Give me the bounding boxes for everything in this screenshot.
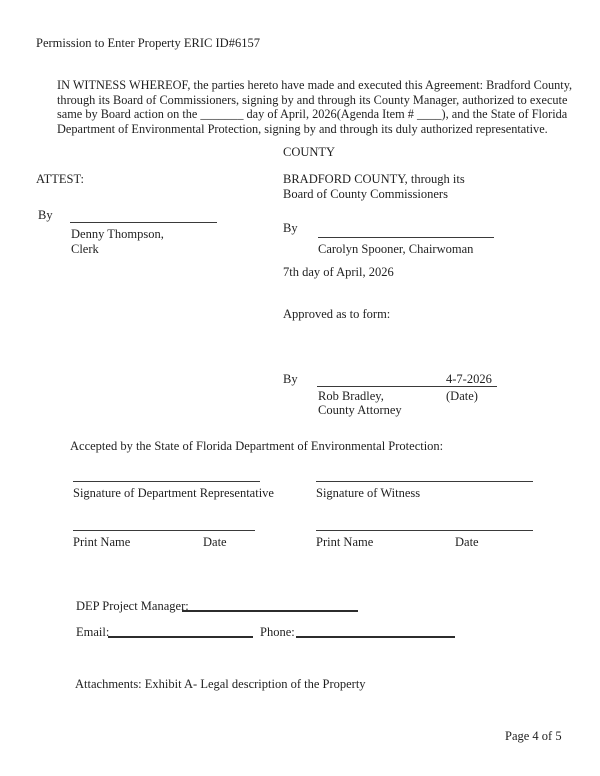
paragraph-line: IN WITNESS WHEREOF, the parties hereto have made and executed this Agreement: Bradford County,	[57, 78, 573, 92]
clerk-signature-line	[70, 221, 217, 223]
county-name-line1: BRADFORD COUNTY, through its	[283, 172, 465, 186]
approved-as-to-form-label: Approved as to form:	[283, 307, 391, 321]
chair-name: Carolyn Spooner, Chairwoman	[318, 242, 474, 256]
attorney-date-label: (Date)	[446, 389, 478, 403]
county-heading: COUNTY	[283, 145, 336, 159]
county-name-line2: Board of County Commissioners	[283, 187, 448, 201]
paragraph-line: Department of Environmental Protection, signing by and through its duly authorized representative.	[57, 121, 548, 136]
witness-print-name-label: Print Name	[316, 535, 374, 549]
attachments-line: Attachments: Exhibit A- Legal description of the Property	[75, 677, 366, 691]
attorney-date-value: 4-7-2026	[446, 372, 492, 386]
chair-by-label: By	[283, 221, 298, 235]
accepted-by-line: Accepted by the State of Florida Department of Environmental Protection:	[70, 439, 444, 453]
dep-representative-signature-label: Signature of Department Representative	[73, 486, 274, 500]
email-label: Email:	[76, 625, 110, 639]
execution-date: 7th day of April, 2026	[283, 265, 394, 279]
page-number: Page 4 of 5	[505, 729, 562, 743]
attorney-title: County Attorney	[318, 403, 402, 417]
dep-print-name-label: Print Name	[73, 535, 131, 549]
dep-project-manager-label: DEP Project Manager:	[76, 599, 189, 613]
witness-date-label: Date	[455, 535, 479, 549]
dep-date-label: Date	[203, 535, 227, 549]
paragraph-line: same by Board action on the _______ day of April, 2026(Agenda Item # ____), and the State of Florida	[57, 107, 568, 121]
clerk-name: Denny Thompson,	[71, 227, 164, 241]
paragraph-line: through its Board of Commissioners, signing by and through its County Manager, authorized to execute	[57, 92, 568, 107]
dep-representative-signature-line	[73, 480, 260, 482]
email-line	[108, 634, 253, 638]
attest-label: ATTEST:	[36, 172, 84, 186]
phone-line	[296, 634, 455, 638]
clerk-title: Clerk	[71, 242, 99, 256]
witness-print-name-line	[316, 529, 533, 531]
chair-signature-line	[318, 236, 494, 238]
clerk-by-label: By	[38, 208, 53, 222]
phone-label: Phone:	[260, 625, 295, 639]
attorney-name: Rob Bradley,	[318, 389, 384, 403]
document-title: Permission to Enter Property ERIC ID#6157	[36, 36, 260, 50]
witness-signature-line	[316, 480, 533, 482]
witness-paragraph	[57, 78, 572, 136]
witness-signature-label: Signature of Witness	[316, 486, 421, 500]
attorney-by-label: By	[283, 372, 298, 386]
dep-print-name-line	[73, 529, 255, 531]
dep-project-manager-line	[182, 608, 358, 612]
